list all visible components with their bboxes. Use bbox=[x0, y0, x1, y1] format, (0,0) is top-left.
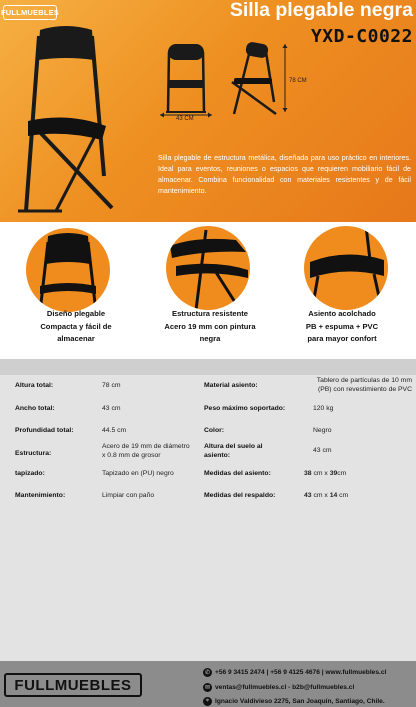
spec-label bbox=[204, 443, 263, 460]
folding-chair-icon bbox=[26, 228, 110, 312]
footer-phones-text[interactable]: +56 9 3415 2474 | +56 9 4125 4676 | www.fullmuebles.cl bbox=[215, 668, 387, 676]
feature-title: Asiento acolchado bbox=[308, 309, 376, 318]
table-row bbox=[0, 375, 416, 397]
feature-caption bbox=[140, 308, 280, 346]
product-description: Silla plegable de estructura metálica, diseñada para uso práctico en interiores. Ideal para eventos, reuniones o espacios que requieren mobiliario fácil de almacenar. Combina funcionalidad con materiales resistentes y de fácil mantenimiento. bbox=[158, 154, 411, 195]
footer-emails-text[interactable]: ventas@fullmuebles.cl - b2b@fullmuebles.cl bbox=[215, 683, 355, 691]
footer-contact-emails[interactable] bbox=[203, 681, 354, 693]
spec-unit: cm x bbox=[311, 470, 330, 477]
spec-value: Limpiar con paño bbox=[102, 492, 155, 499]
height-dimension-arrow bbox=[282, 42, 288, 114]
spec-number: 38 bbox=[304, 470, 312, 477]
width-label: 43 CM bbox=[176, 116, 194, 122]
spec-label-line: asiento: bbox=[204, 451, 231, 459]
spec-label: Medidas del asiento: bbox=[204, 470, 271, 477]
spec-label: Medidas del respaldo: bbox=[204, 492, 276, 499]
spec-value-line: (PB) con revestimiento de PVC bbox=[317, 385, 412, 393]
features-section bbox=[0, 222, 416, 359]
table-row bbox=[0, 487, 416, 509]
chair-side-view bbox=[226, 42, 280, 116]
spec-label-line: Altura del suelo al bbox=[204, 443, 263, 450]
hero-banner bbox=[0, 0, 416, 222]
spec-value bbox=[286, 377, 412, 394]
chair-front-view bbox=[160, 42, 212, 114]
footer bbox=[0, 661, 416, 707]
spec-label: tapizado: bbox=[15, 470, 45, 477]
feature-title: Diseño plegable bbox=[46, 309, 106, 318]
feature-detail: negra bbox=[199, 334, 221, 343]
product-code: YXD-C0022 bbox=[310, 26, 413, 47]
spec-label: Ancho total: bbox=[15, 405, 55, 412]
table-row bbox=[0, 465, 416, 487]
spec-unit: cm bbox=[337, 470, 347, 477]
table-row bbox=[0, 421, 416, 443]
spec-value-line: Tablero de partículas de 10 mm bbox=[316, 377, 412, 384]
footer-address bbox=[203, 695, 385, 707]
spec-label: Profundidad total: bbox=[15, 427, 74, 434]
spec-value: Negro bbox=[313, 427, 332, 434]
spec-value-line: x 0.8 mm de grosor bbox=[102, 451, 161, 459]
spec-value: 43 cm bbox=[102, 405, 121, 412]
feature-title: Estructura resistente bbox=[172, 309, 248, 318]
spec-value bbox=[304, 492, 348, 501]
spec-label: Mantenimiento: bbox=[15, 492, 66, 499]
spec-number: 39 bbox=[329, 470, 338, 477]
footer-address-text: Ignacio Valdivieso 2275, San Joaquín, Santiago, Chile. bbox=[215, 697, 385, 705]
spec-unit: cm x bbox=[311, 492, 330, 499]
main-chair-image bbox=[6, 26, 126, 216]
phone-icon: ✆ bbox=[204, 669, 211, 676]
spec-value: Tapizado en (PU) negro bbox=[102, 470, 174, 477]
table-band bbox=[0, 359, 416, 375]
specifications-table bbox=[0, 359, 416, 661]
spec-value: 44.5 cm bbox=[102, 427, 127, 434]
feature-detail: Acero 19 mm con pintura bbox=[164, 321, 256, 331]
spec-value bbox=[304, 470, 346, 479]
feature-detail: para mayor confort bbox=[307, 334, 377, 343]
feature-detail: almacenar bbox=[57, 334, 95, 343]
height-label: 78 CM bbox=[289, 78, 307, 84]
mail-icon: ✉ bbox=[204, 684, 211, 691]
spec-label: Color: bbox=[204, 427, 225, 434]
feature-detail: PB + espuma + PVC bbox=[305, 321, 379, 331]
spec-number: 43 bbox=[304, 492, 312, 499]
table-row bbox=[0, 399, 416, 421]
spec-number: 14 bbox=[329, 492, 338, 499]
spec-value: 78 cm bbox=[102, 382, 121, 389]
product-title: Silla plegable negra bbox=[229, 0, 413, 21]
steel-frame-icon bbox=[166, 226, 250, 310]
spec-value: 120 kg bbox=[313, 405, 334, 412]
footer-contact-phones[interactable] bbox=[203, 666, 386, 678]
feature-caption bbox=[272, 308, 412, 346]
padded-seat-icon bbox=[304, 226, 388, 310]
spec-label: Estructura: bbox=[15, 450, 52, 457]
feature-detail: Compacta y fácil de bbox=[40, 321, 112, 331]
feature-caption bbox=[6, 308, 146, 346]
footer-logo: FULLMUEBLES bbox=[4, 673, 142, 697]
location-pin-icon: ⌖ bbox=[203, 697, 212, 706]
spec-label: Altura total: bbox=[15, 382, 54, 389]
spec-unit: cm bbox=[337, 492, 349, 499]
brand-logo: FULLMUEBLES bbox=[3, 5, 57, 20]
spec-label: Material asiento: bbox=[204, 382, 258, 389]
spec-value bbox=[102, 443, 190, 460]
spec-value-line: Acero de 19 mm de diámetro bbox=[102, 443, 190, 450]
spec-value: 43 cm bbox=[313, 447, 332, 454]
table-row bbox=[0, 441, 416, 467]
spec-label: Peso máximo soportado: bbox=[204, 405, 286, 412]
